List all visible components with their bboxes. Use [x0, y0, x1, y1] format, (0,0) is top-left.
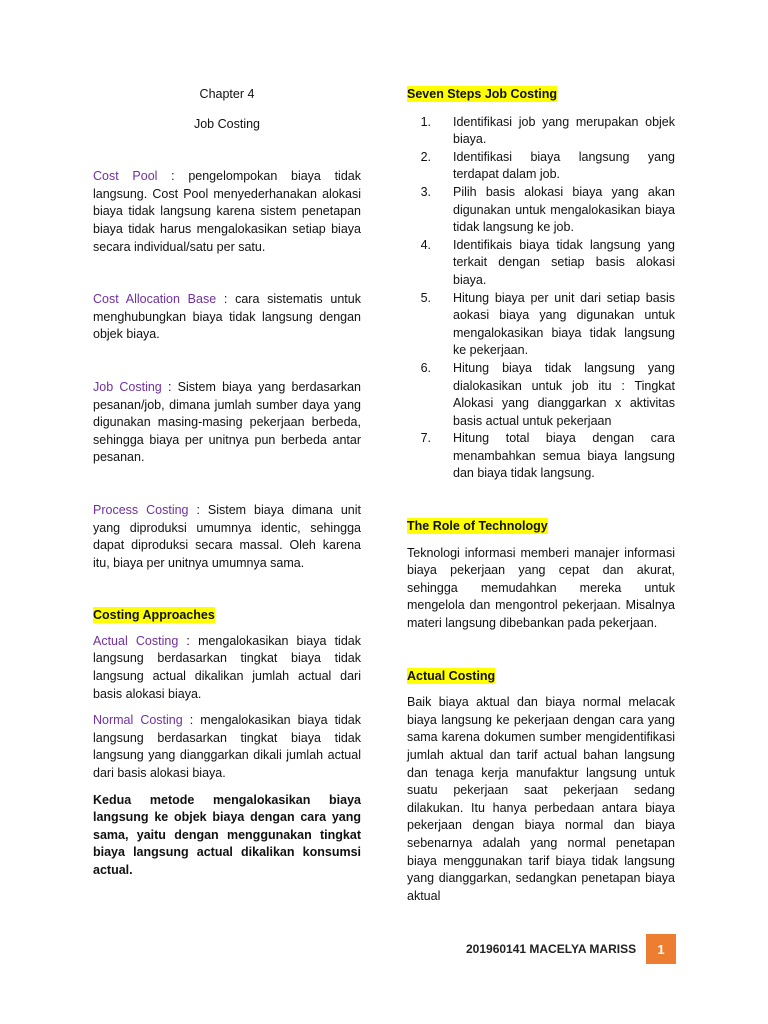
approach-term: Actual Costing — [93, 633, 179, 648]
definition-term: Process Costing — [93, 502, 189, 517]
approach-term: Normal Costing — [93, 713, 183, 728]
list-item: 5. Hitung biaya per unit dari setiap basis aokasi biaya yang digunakan untuk mengalokasikan biaya tidak langsung ke pekerjaan. — [420, 290, 675, 358]
definition-cost-allocation-base: Cost Allocation Base : cara sistematis untuk menghubungkan biaya tidak langsung dengan objek biaya. — [93, 292, 361, 342]
definition-job-costing: Job Costing : Sistem biaya yang berdasarkan pesanan/job, dimana jumlah sumber daya yang digunakan masing-masing pekerjaan berbeda, sehingga biaya per unitnya pun berbeda antar pesanan. — [93, 379, 361, 465]
chapter-label: Chapter 4 — [199, 87, 255, 101]
actual-costing-heading: Actual Costing — [407, 668, 496, 683]
seven-steps-heading: Seven Steps Job Costing — [407, 87, 558, 101]
definition-process-costing: Process Costing : Sistem biaya dimana unit yang diproduksi umumnya identic, sehingga dapat diproduksi secara massal. Oleh karena itu, biaya per unitnya umumnya sama. — [93, 502, 361, 570]
definition-text: Sistem biaya dimana unit yang diproduksi umumnya identic, sehingga dapat diproduksi secara massal. Oleh karena itu, biaya per unitnya umumnya sama. — [93, 502, 361, 570]
list-item: 1. Identifikasi job yang merupakan objek biaya. — [420, 114, 675, 147]
list-item: 6. Hitung biaya tidak langsung yang dialokasikan untuk job itu : Tingkat Alokasi yang dianggarkan x aktivitas basis actual untuk pekerjaan — [420, 360, 675, 428]
left-column — [93, 86, 361, 880]
list-item: 3. Pilih basis alokasi biaya yang akan digunakan untuk mengalokasikan biaya tidak langsung ke job. — [420, 184, 675, 235]
costing-approaches-heading: Costing Approaches — [93, 608, 215, 623]
steps-list — [407, 114, 675, 483]
approaches-summary: Kedua metode mengalokasikan biaya langsung ke objek biaya dengan cara yang sama, yaitu dengan menggunakan tingkat biaya langsung actual dikalikan konsumsi actual. — [93, 792, 361, 877]
definition-cost-pool: Cost Pool : pengelompokan biaya tidak langsung. Cost Pool menyederhanakan alokasi biaya tidak langsung karena sistem penetapan biaya tidak harus mengalokasikan setiap biaya secara individual/satu per satu. — [93, 169, 361, 254]
approach-text: mengalokasikan biaya tidak langsung berdasarkan tingkat biaya tidak langsung yang dianggarkan dikali jumlah actual dari basis alokasi biaya. — [93, 713, 361, 781]
page-number: 1 — [646, 934, 676, 964]
list-item: 2. Identifikasi biaya langsung yang terdapat dalam job. — [420, 149, 675, 182]
technology-text: Teknologi informasi memberi manajer informasi biaya pekerjaan yang cepat dan akurat, sehingga memudahkan mereka untuk mengelola dan mengontrol pekerjaan. Misalnya materi langsung dibebankan pada pekerjaan. — [407, 545, 675, 631]
list-item: 7. Hitung total biaya dengan cara menambahkan semua biaya langsung dan biaya tidak langsung. — [420, 431, 675, 481]
definition-text: Sistem biaya yang berdasarkan pesanan/job, dimana jumlah sumber daya yang digunakan masing-masing pekerjaan berbeda, sehingga biaya per unitnya pun berbeda antar pesanan. — [93, 379, 361, 465]
approach-actual-costing: Actual Costing : mengalokasikan biaya tidak langsung berdasarkan tingkat biaya tidak langsung actual dikalikan jumlah actual dari basis alokasi biaya. — [93, 633, 361, 701]
technology-heading: The Role of Technology — [407, 519, 548, 534]
approach-normal-costing: Normal Costing : mengalokasikan biaya tidak langsung berdasarkan tingkat biaya tidak langsung yang dianggarkan dikali jumlah actual dari basis alokasi biaya. — [93, 713, 361, 781]
right-column — [407, 86, 675, 903]
approach-text: mengalokasikan biaya tidak langsung berdasarkan tingkat biaya tidak langsung actual dikalikan jumlah actual dari basis alokasi biaya. — [93, 633, 361, 701]
definition-term: Cost Allocation Base — [93, 292, 217, 307]
actual-costing-text: Baik biaya aktual dan biaya normal melacak biaya langsung ke pekerjaan dengan cara yang sama karena dokumen sumber mengidentifikasi jumlah aktual dan tarif actual bahan langsung dan tenaga kerja manufaktur langsung untuk suatu pekerjaan saat pekerjaan sedang dilakukan. Itu hanya perbedaan antara biaya pekerjaan dengan biaya normal dan biaya sebenarnya adalah yang normal penetapan biaya menggunakan tarif biaya tidak langsung yang dianggarkan, sedangkan penetapan biaya aktual — [407, 695, 675, 903]
list-item: 4. Identifikais biaya tidak langsung yang terkait dengan setiap basis alokasi biaya. — [420, 237, 675, 287]
footer-author: 201960141 MACELYA MARISS — [466, 942, 637, 956]
chapter-title: Job Costing — [193, 116, 260, 131]
definition-term: Job Costing — [93, 379, 162, 394]
definition-text: cara sistematis untuk menghubungkan biaya tidak langsung dengan objek biaya. — [93, 292, 361, 342]
definition-text: pengelompokan biaya tidak langsung. Cost Pool menyederhanakan alokasi biaya tidak langsung karena sistem penetapan biaya tidak harus mengalokasikan setiap biaya secara individual/satu per satu. — [93, 169, 361, 254]
definition-term: Cost Pool — [93, 169, 158, 184]
